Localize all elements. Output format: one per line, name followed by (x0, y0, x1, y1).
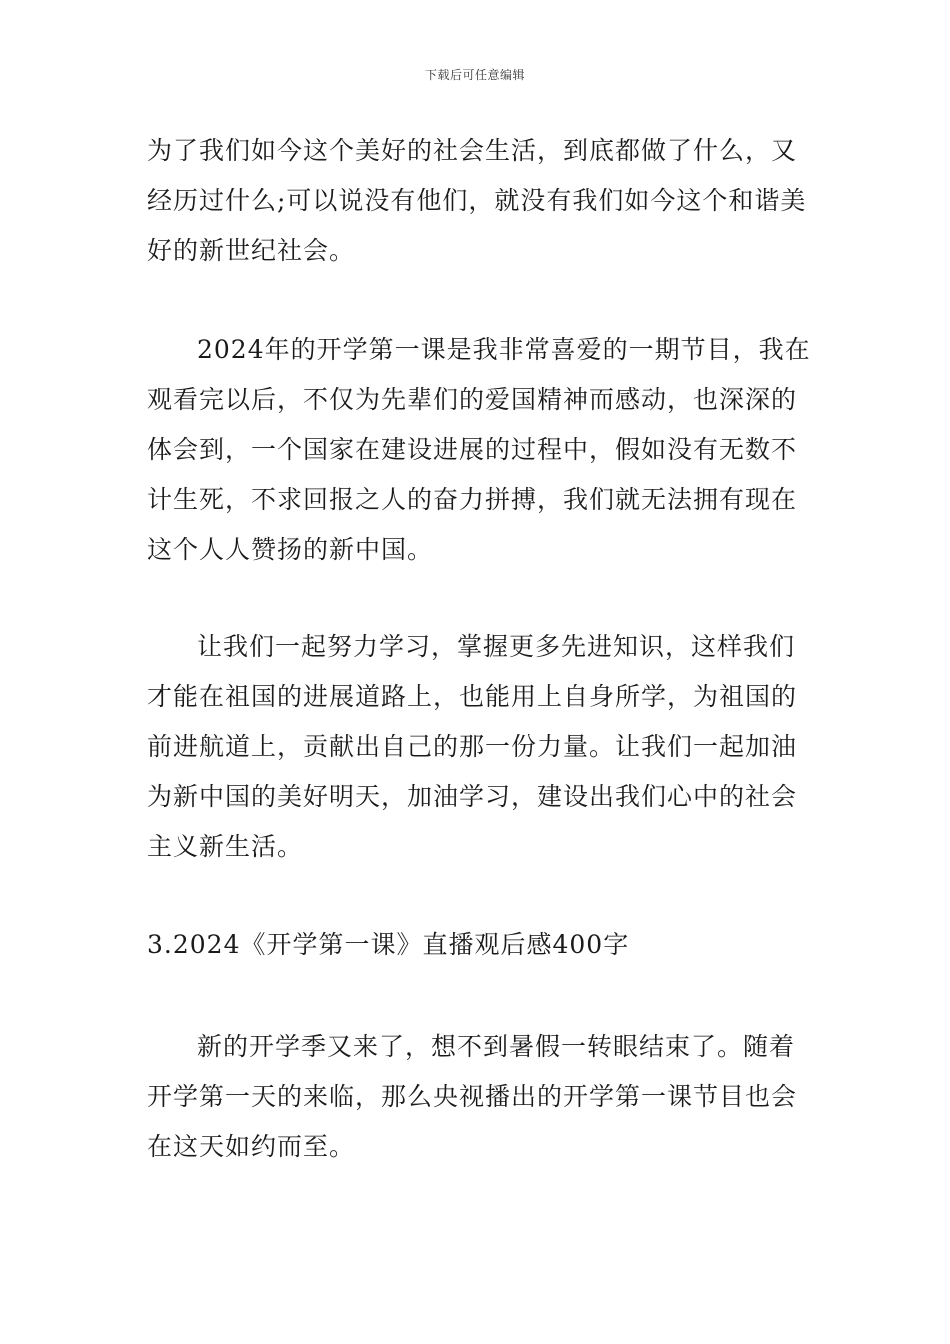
text-line: 经历过什么;可以说没有他们，就没有我们如今这个和谐美 (147, 186, 807, 215)
text-line: 为了我们如今这个美好的社会生活，到底都做了什么，又 (147, 136, 798, 165)
text-line: 在这天如约而至。 (147, 1132, 356, 1161)
heading-line: 3.2024《开学第一课》直播观后感400字 (147, 930, 630, 959)
paragraph-2 (147, 325, 811, 575)
text-line: 新的开学季又来了，想不到暑假一转眼结束了。随着 (197, 1032, 796, 1061)
text-line: 体会到，一个国家在建设进展的过程中，假如没有无数不 (147, 435, 798, 464)
text-line: 让我们一起努力学习，掌握更多先进知识，这样我们 (197, 632, 796, 661)
text-line: 计生死，不求回报之人的奋力拼搏，我们就无法拥有现在 (147, 485, 798, 514)
text-line: 这个人人赞扬的新中国。 (147, 535, 434, 564)
paragraph-4 (147, 1022, 807, 1172)
text-line: 好的新世纪社会。 (147, 236, 356, 265)
text-line: 观看完以后，不仅为先辈们的爱国精神而感动，也深深的 (147, 385, 798, 414)
text-line: 才能在祖国的进展道路上，也能用上自身所学，为祖国的 (147, 682, 798, 711)
text-line: 主义新生活。 (147, 832, 304, 861)
page-header-note: 下载后可任意编辑 (424, 68, 525, 82)
paragraph-1 (147, 126, 807, 276)
section-heading (147, 920, 807, 970)
paragraph-3 (147, 622, 807, 872)
text-line: 为新中国的美好明天，加油学习，建设出我们心中的社会 (147, 782, 798, 811)
text-line: 开学第一天的来临，那么央视播出的开学第一课节目也会 (147, 1082, 798, 1111)
text-line: 前进航道上，贡献出自己的那一份力量。让我们一起加油 (147, 732, 798, 761)
text-line: 2024年的开学第一课是我非常喜爱的一期节目，我在 (197, 335, 811, 364)
